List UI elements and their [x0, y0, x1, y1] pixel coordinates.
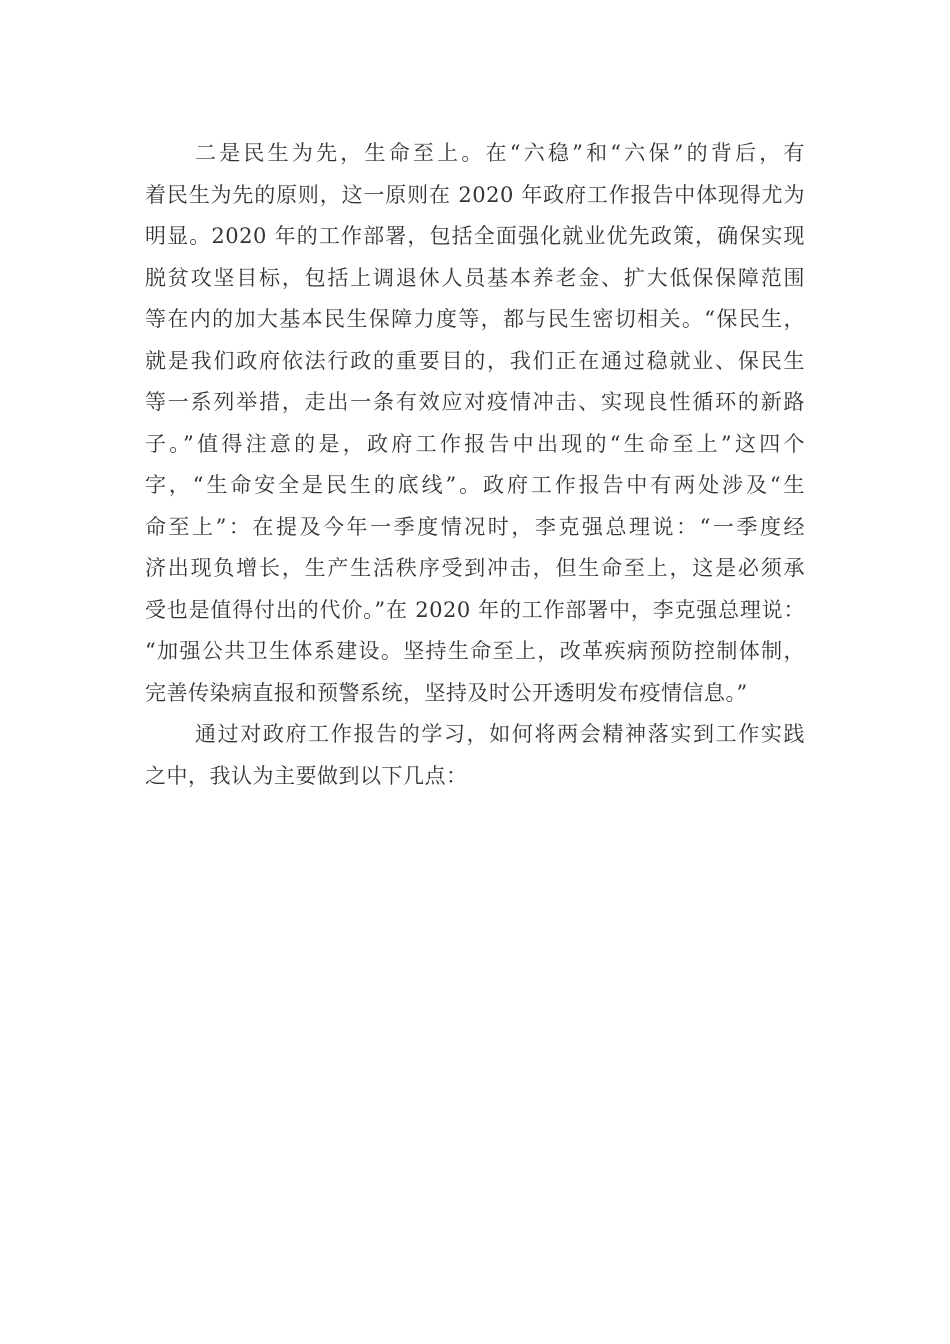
- text-line: “加强公共卫生体系建设。坚持生命至上，改革疾病预防控制体制，: [145, 639, 805, 663]
- text-line: 明显。2020 年的工作部署，包括全面强化就业优先政策，确保实现: [145, 224, 805, 248]
- text-line: 完善传染病直报和预警系统，坚持及时公开透明发布疫情信息。”: [145, 680, 748, 705]
- text-line: 受也是值得付出的代价。”在 2020 年的工作部署中，李克强总理说：: [145, 597, 805, 622]
- text-line: 命至上”：在提及今年一季度情况时，李克强总理说：“一季度经: [145, 514, 805, 539]
- document-body: [145, 133, 805, 797]
- text-line: 等一系列举措，走出一条有效应对疫情冲击、实现良性循环的新路: [145, 390, 805, 414]
- text-line: 济出现负增长，生产生活秩序受到冲击，但生命至上，这是必须承: [145, 556, 805, 580]
- text-line: 字，“生命安全是民生的底线”。政府工作报告中有两处涉及“生: [145, 473, 805, 497]
- text-line: 之中，我认为主要做到以下几点：: [145, 763, 468, 788]
- text-line: 着民生为先的原则，这一原则在 2020 年政府工作报告中体现得尤为: [145, 182, 805, 207]
- paragraph-study: [145, 714, 805, 797]
- text-line: 脱贫攻坚目标，包括上调退休人员基本养老金、扩大低保保障范围: [145, 265, 805, 290]
- text-line: 就是我们政府依法行政的重要目的，我们正在通过稳就业、保民生: [145, 348, 805, 373]
- paragraph-livelihood: [145, 133, 805, 714]
- text-line: 二是民生为先，生命至上。在“六稳”和“六保”的背后，有: [195, 141, 805, 165]
- text-line: 子。”值得注意的是，政府工作报告中出现的“生命至上”这四个: [145, 431, 805, 456]
- text-line: 等在内的加大基本民生保障力度等，都与民生密切相关。“保民生，: [145, 307, 805, 331]
- text-line: 通过对政府工作报告的学习，如何将两会精神落实到工作实践: [195, 722, 805, 746]
